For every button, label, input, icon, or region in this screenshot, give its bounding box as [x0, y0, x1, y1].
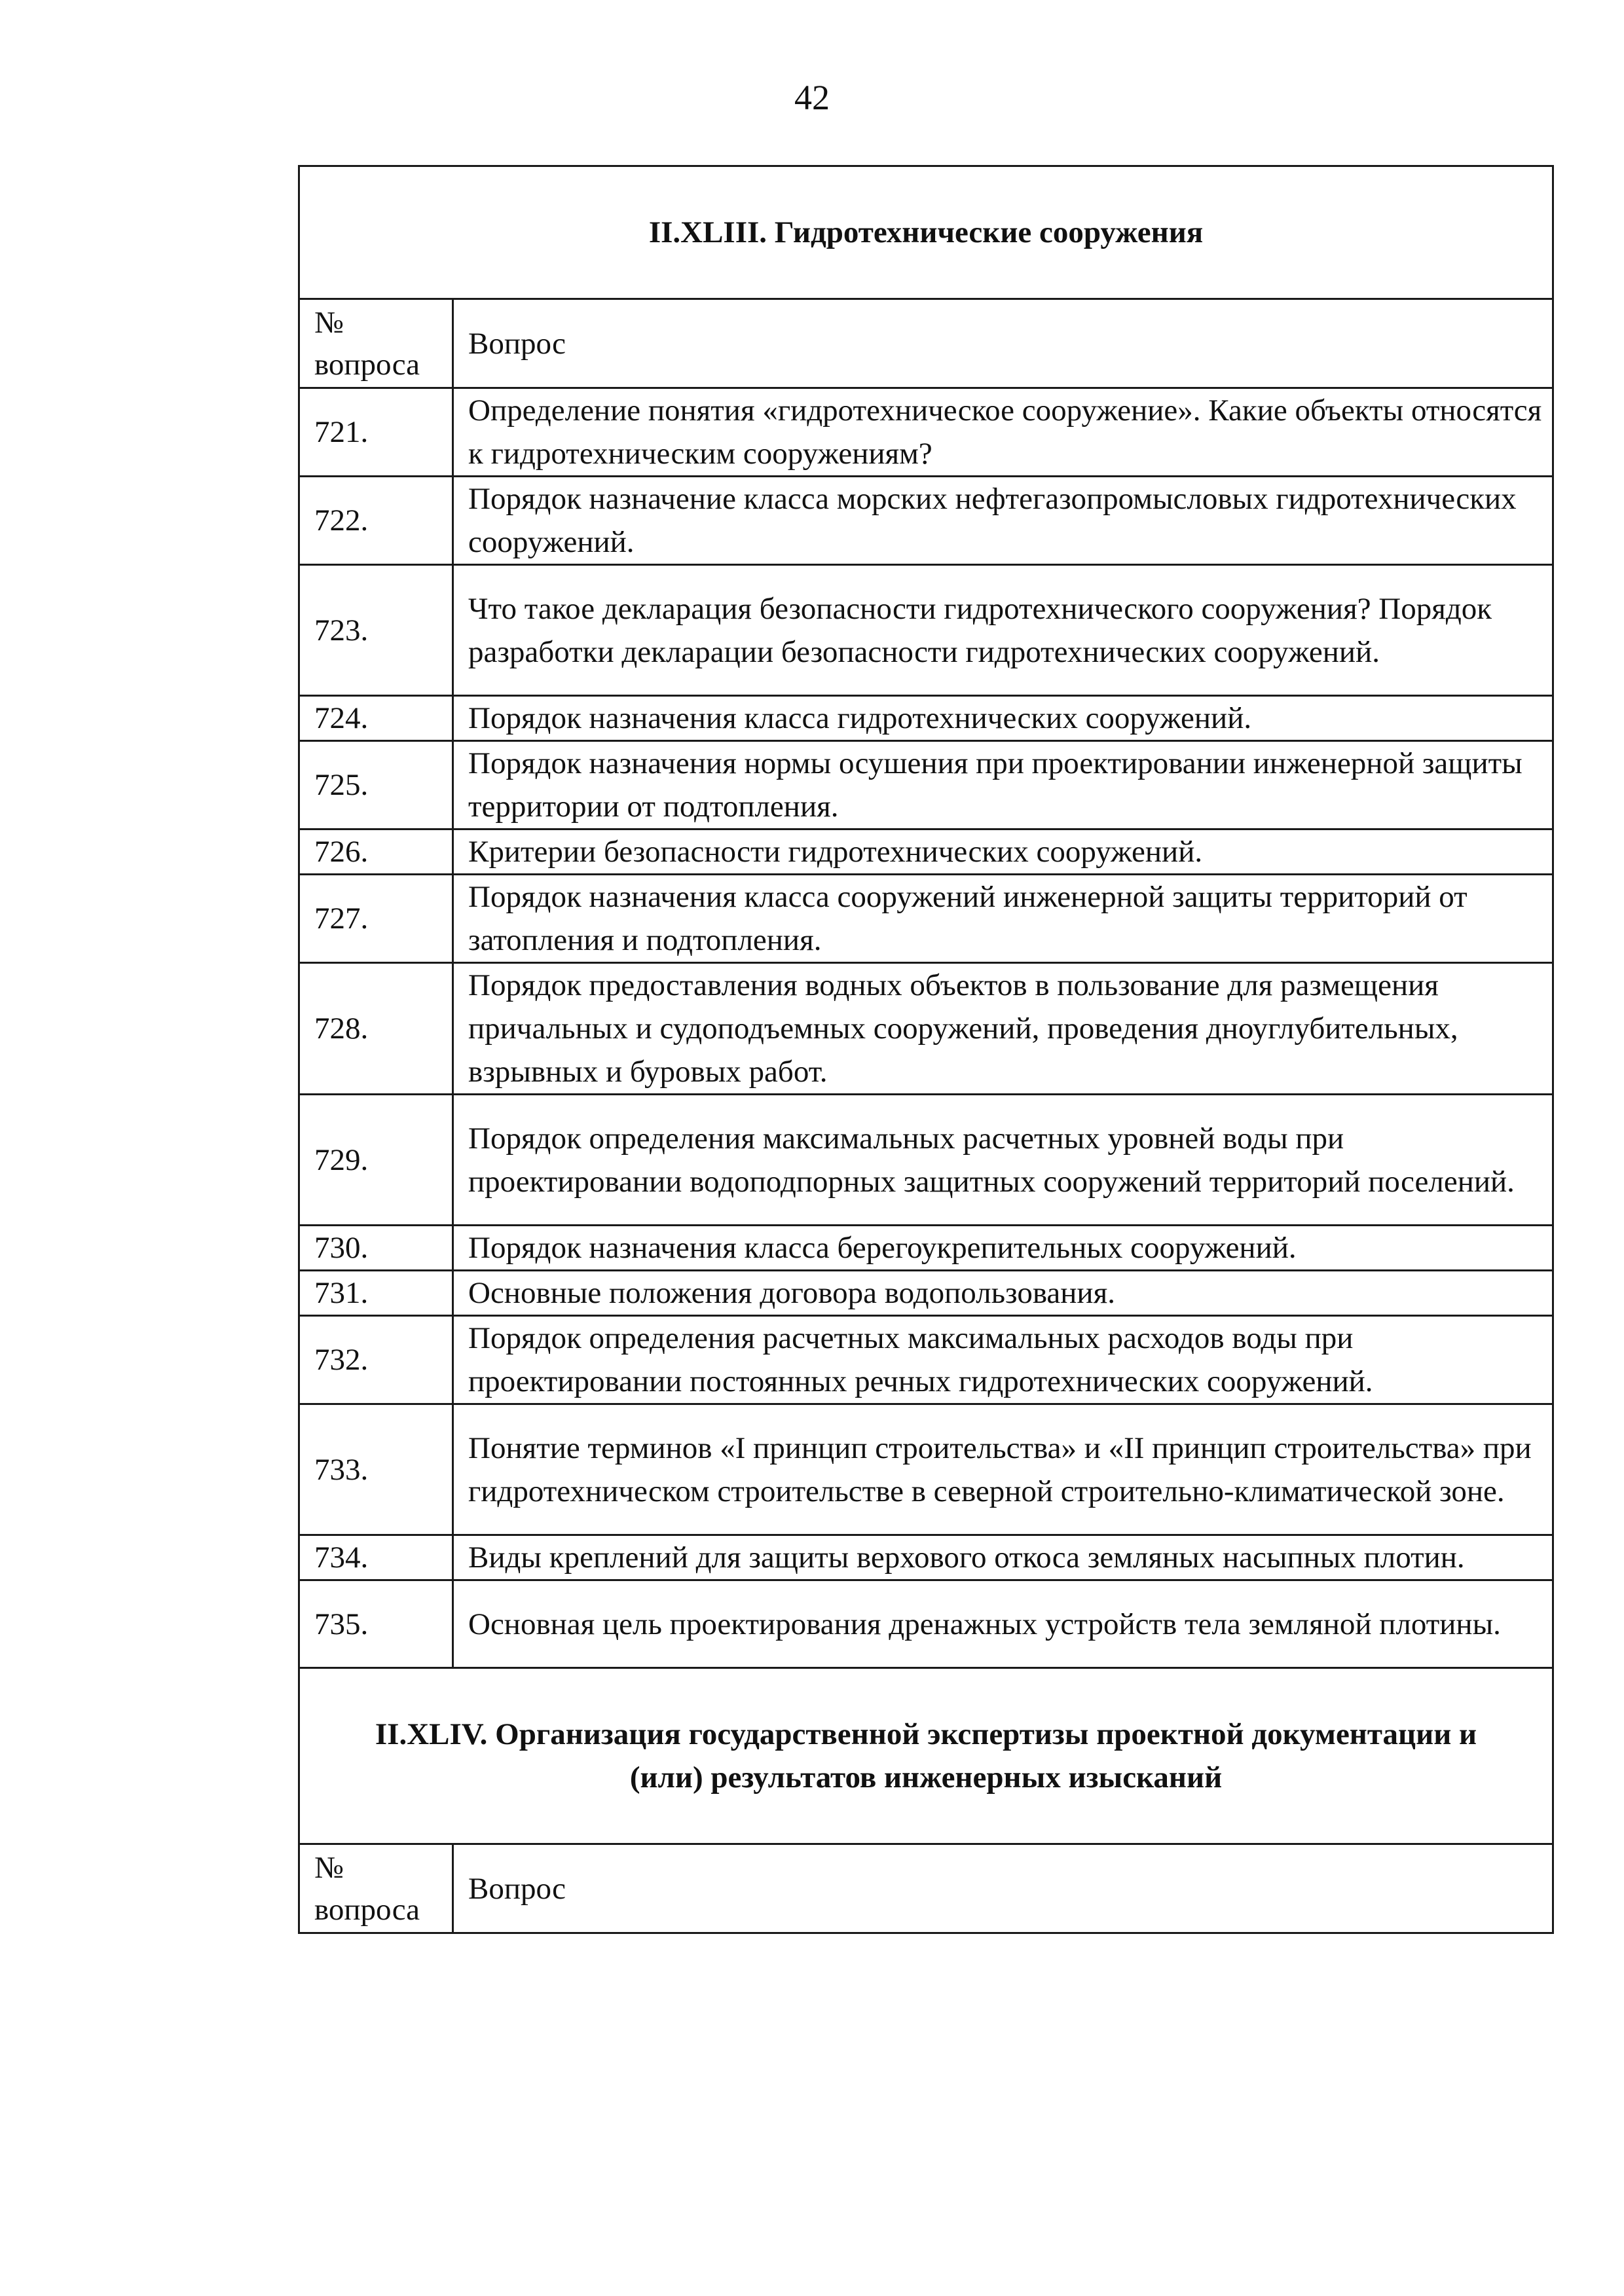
question-text: Основная цель проектирования дренажных устройств тела земляной плотины.: [453, 1580, 1553, 1668]
question-number: 727.: [299, 875, 453, 963]
questions-table: [298, 165, 1554, 1934]
question-text: Основные положения договора водопользования.: [453, 1271, 1553, 1316]
table-row: [299, 696, 1553, 741]
table-row: [299, 829, 1553, 875]
question-number: 730.: [299, 1226, 453, 1271]
header-question-number: [299, 1844, 453, 1933]
table-row: [299, 1271, 1553, 1316]
question-number: 724.: [299, 696, 453, 741]
question-number: 731.: [299, 1271, 453, 1316]
question-text: Виды креплений для защиты верхового откоса земляных насыпных плотин.: [453, 1535, 1553, 1580]
question-text: Порядок назначения нормы осушения при проектировании инженерной защиты территории от подтопления.: [453, 741, 1553, 829]
table-row: [299, 1095, 1553, 1226]
question-text: Порядок назначения класса берегоукрепительных сооружений.: [453, 1226, 1553, 1271]
table-row: [299, 388, 1553, 477]
question-number: 725.: [299, 741, 453, 829]
question-text: Порядок назначения класса гидротехнических сооружений.: [453, 696, 1553, 741]
section-title: II.XLIII. Гидротехнические сооружения: [299, 166, 1553, 299]
table-row: [299, 1535, 1553, 1580]
question-text: Порядок предоставления водных объектов в пользование для размещения причальных и судоподъемных сооружений, проведения дноуглубительных, взрывных и буровых работ.: [453, 963, 1553, 1095]
question-number: 729.: [299, 1095, 453, 1226]
header-number-sign: №: [314, 1850, 344, 1885]
question-text: Порядок определения расчетных максимальных расходов воды при проектировании постоянных речных гидротехнических сооружений.: [453, 1316, 1553, 1404]
question-text: Порядок определения максимальных расчетных уровней воды при проектировании водоподпорных защитных сооружений территорий поселений.: [453, 1095, 1553, 1226]
header-question: Вопрос: [453, 1844, 1553, 1933]
header-number-label: вопроса: [314, 1892, 420, 1927]
header-question: Вопрос: [453, 299, 1553, 388]
header-number-label: вопроса: [314, 347, 420, 382]
question-number: 734.: [299, 1535, 453, 1580]
question-text: Порядок назначения класса сооружений инженерной защиты территорий от затопления и подтопления.: [453, 875, 1553, 963]
section-title-line: (или) результатов инженерных изысканий: [629, 1760, 1223, 1795]
table-row: [299, 875, 1553, 963]
question-number: 735.: [299, 1580, 453, 1668]
question-number: 732.: [299, 1316, 453, 1404]
table-row: [299, 741, 1553, 829]
section-title-row: [299, 166, 1553, 299]
question-text: Что такое декларация безопасности гидротехнического сооружения? Порядок разработки декларации безопасности гидротехнических сооружений.: [453, 565, 1553, 696]
section-title-row: [299, 1668, 1553, 1844]
table-row: [299, 1404, 1553, 1535]
page-number: 42: [794, 78, 830, 117]
question-text: Критерии безопасности гидротехнических сооружений.: [453, 829, 1553, 875]
table-header-row: [299, 1844, 1553, 1933]
table-row: [299, 1316, 1553, 1404]
table-row: [299, 565, 1553, 696]
table-row: [299, 1226, 1553, 1271]
section-title: [299, 1668, 1553, 1844]
table-row: [299, 1580, 1553, 1668]
header-question-number: [299, 299, 453, 388]
table-row: [299, 477, 1553, 565]
header-number-sign: №: [314, 305, 344, 340]
question-number: 726.: [299, 829, 453, 875]
question-number: 728.: [299, 963, 453, 1095]
section-title-line: II.XLIV. Организация государственной экспертизы проектной документации и: [375, 1717, 1477, 1751]
table-header-row: [299, 299, 1553, 388]
question-number: 722.: [299, 477, 453, 565]
question-text: Порядок назначение класса морских нефтегазопромысловых гидротехнических сооружений.: [453, 477, 1553, 565]
question-text: Понятие терминов «I принцип строительства» и «II принцип строительства» при гидротехническом строительстве в северной строительно-климатической зоне.: [453, 1404, 1553, 1535]
question-number: 723.: [299, 565, 453, 696]
question-number: 733.: [299, 1404, 453, 1535]
table-row: [299, 963, 1553, 1095]
question-text: Определение понятия «гидротехническое сооружение». Какие объекты относятся к гидротехническим сооружениям?: [453, 388, 1553, 477]
question-number: 721.: [299, 388, 453, 477]
